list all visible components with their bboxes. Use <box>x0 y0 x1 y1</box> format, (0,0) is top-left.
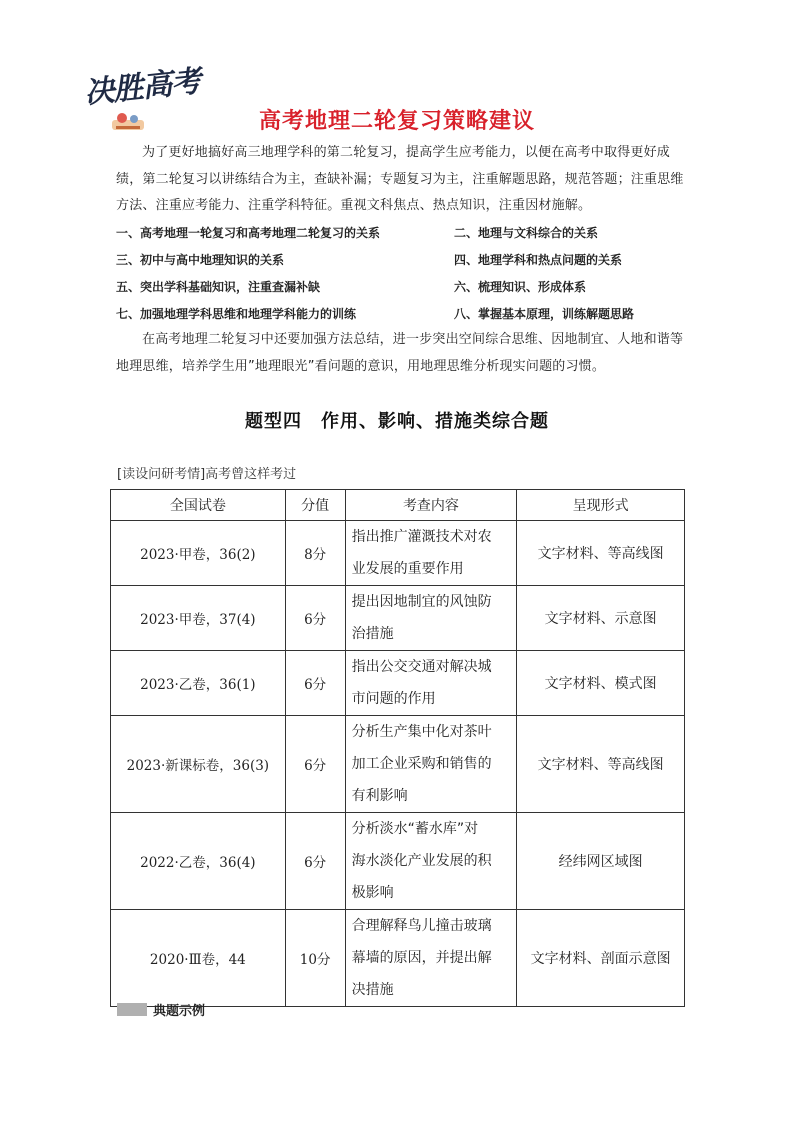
table-row <box>111 716 685 813</box>
cell-content <box>345 586 517 651</box>
cell-form: 文字材料、等高线图 <box>517 521 685 586</box>
cell-paper: 2022·乙卷，36(4) <box>111 813 286 910</box>
exam-table <box>110 489 685 1007</box>
cell-score: 6分 <box>285 716 345 813</box>
closing-paragraph: 在高考地理二轮复习中还要加强方法总结，进一步突出空间综合思维、因地制宜、人地和谐等地理思维，培养学生用”地理眼光”看问题的意识，用地理思维分析现实问题的习惯。 <box>116 332 684 374</box>
cell-score: 10分 <box>285 910 345 1007</box>
content-line: 分析淡水“蓄水库”对 <box>351 821 479 837</box>
content-line: 业发展的重要作用 <box>351 561 464 577</box>
header-form: 呈现形式 <box>517 490 685 521</box>
list-item: 二、地理与文科综合的关系 <box>454 226 599 240</box>
cell-score: 6分 <box>285 586 345 651</box>
content-line: 指出推广灌溉技术对农 <box>351 529 492 545</box>
cell-paper: 2023·乙卷，36(1) <box>111 651 286 716</box>
list-row <box>116 219 686 246</box>
content-line: 幕墙的原因，并提出解 <box>351 950 492 966</box>
table-row <box>111 586 685 651</box>
header-score: 分值 <box>285 490 345 521</box>
cell-paper: 2023·新课标卷，36(3) <box>111 716 286 813</box>
list-item: 六、梳理知识、形成体系 <box>454 280 587 294</box>
cell-score: 6分 <box>285 813 345 910</box>
content-line: 极影响 <box>351 885 394 901</box>
cell-content <box>345 813 517 910</box>
table-caption <box>117 463 296 482</box>
section-heading: 题型四 作用、影响、措施类综合题 <box>245 411 549 432</box>
content-line: 决措施 <box>351 982 394 998</box>
cell-score: 6分 <box>285 651 345 716</box>
list-item: 三、初中与高中地理知识的关系 <box>116 253 285 267</box>
cell-content <box>345 716 517 813</box>
content-line: 市问题的作用 <box>351 691 436 707</box>
content-line: 海水淡化产业发展的积 <box>351 853 492 869</box>
table-header-row <box>111 490 685 521</box>
content-line: 治措施 <box>351 626 394 642</box>
cell-form: 文字材料、剖面示意图 <box>517 910 685 1007</box>
caption-prefix: [读设问研考情] <box>117 467 206 482</box>
cell-score: 8分 <box>285 521 345 586</box>
cell-paper: 2020·Ⅲ卷，44 <box>111 910 286 1007</box>
cell-content <box>345 521 517 586</box>
table-row <box>111 521 685 586</box>
table-row <box>111 813 685 910</box>
strategy-list <box>116 219 686 327</box>
list-item: 四、地理学科和热点问题的关系 <box>454 253 623 267</box>
cell-content <box>345 910 517 1007</box>
logo-text: 决胜高考 <box>82 64 202 111</box>
list-item: 七、加强地理学科思维和地理学科能力的训练 <box>116 307 357 321</box>
cell-form: 经纬网区域图 <box>517 813 685 910</box>
content-line: 指出公交交通对解决城 <box>351 659 492 675</box>
list-row <box>116 246 686 273</box>
header-content: 考查内容 <box>345 490 517 521</box>
page-title: 高考地理二轮复习策略建议 <box>258 109 535 134</box>
content-line: 提出因地制宜的风蚀防 <box>351 594 492 610</box>
list-row <box>116 273 686 300</box>
cell-form: 文字材料、等高线图 <box>517 716 685 813</box>
list-item: 五、突出学科基础知识，注重查漏补缺 <box>116 280 321 294</box>
header-paper: 全国试卷 <box>111 490 286 521</box>
section-tag <box>117 1000 205 1019</box>
cell-paper: 2023·甲卷，37(4) <box>111 586 286 651</box>
table-row <box>111 910 685 1007</box>
content-line: 合理解释鸟儿撞击玻璃 <box>351 918 492 934</box>
content-line: 有利影响 <box>351 788 408 804</box>
content-line: 分析生产集中化对茶叶 <box>351 724 492 740</box>
list-item: 一、高考地理一轮复习和高考地理二轮复习的关系 <box>116 226 381 240</box>
cell-form: 文字材料、模式图 <box>517 651 685 716</box>
list-item: 八、掌握基本原理，训练解题思路 <box>454 307 635 321</box>
cell-paper: 2023·甲卷，36(2) <box>111 521 286 586</box>
section-tag-bar <box>117 1003 147 1016</box>
caption-text: 高考曾这样考过 <box>205 467 297 482</box>
table-row <box>111 651 685 716</box>
cell-content <box>345 651 517 716</box>
content-line: 加工企业采购和销售的 <box>351 756 492 772</box>
intro-paragraph: 为了更好地搞好高三地理学科的第二轮复习，提高学生应考能力，以便在高考中取得更好成绩，第二轮复习以讲练结合为主，查缺补漏；专题复习为主，注重解题思路，规范答题；注重思维方法、注重应考能力、注重学科特征。重视文科焦点、热点知识，注重因材施解。 <box>116 145 684 213</box>
cell-form: 文字材料、示意图 <box>517 586 685 651</box>
section-tag-label: 典题示例 <box>153 1004 206 1019</box>
list-row <box>116 300 686 327</box>
